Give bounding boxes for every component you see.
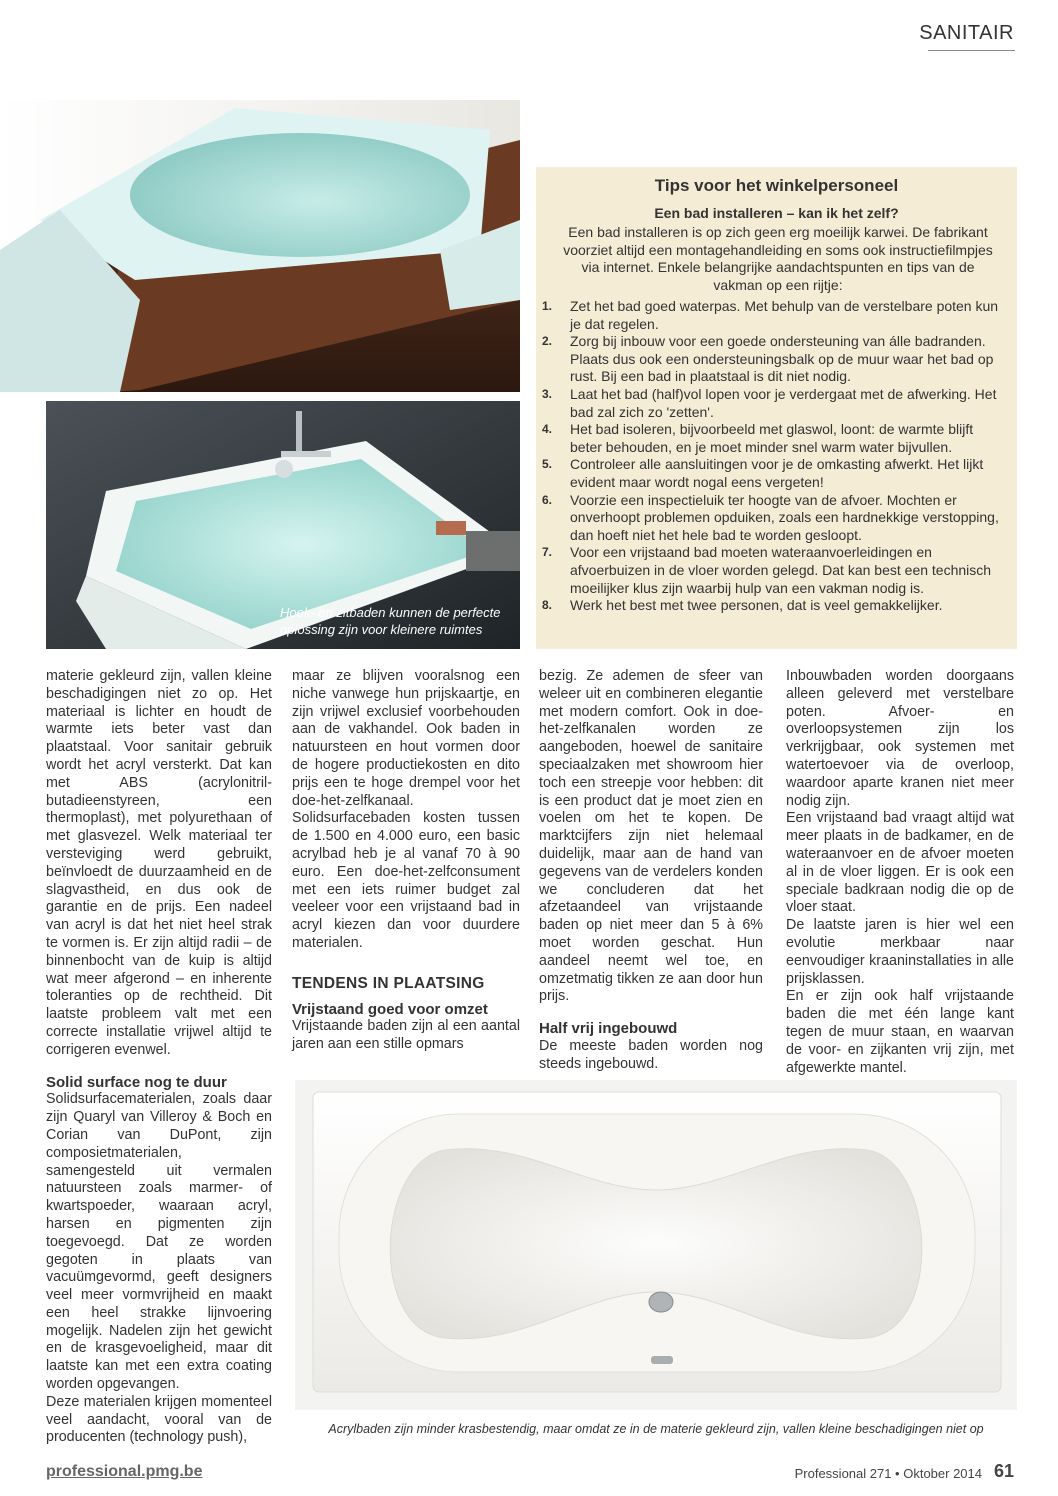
subheading: Solid surface nog te duur: [46, 1073, 227, 1091]
tip-text: Laat het bad (half)vol lopen voor je verdergaat met de afwerking. Het bad zal zich zo 'zetten'.: [570, 385, 997, 420]
article-column-4: [786, 668, 1014, 1077]
tip-item: [542, 421, 1008, 456]
tips-list: [542, 298, 1008, 615]
subheading: Vrijstaand goed voor omzet: [292, 1000, 488, 1018]
tip-text: Het bad isoleren, bijvoorbeeld met glaswol, loont: de warmte blijft beter behouden, en je moet minder snel warm water bijvullen.: [570, 421, 974, 455]
tip-item: [542, 298, 1008, 333]
tip-text: Werk het best met twee personen, dat is veel gemakkelijker.: [570, 597, 943, 614]
paragraph: Een vrijstaand bad vraagt altijd wat meer plaats in de badkamer, en de wateraanvoer en de afvoer moeten al in de vloer liggen. Er is ook een speciale badkraan nodig die op de vloer staat.: [786, 810, 1014, 916]
subheading: Half vrij ingebouwd: [539, 1020, 678, 1038]
tip-number: 8.: [542, 598, 553, 613]
paragraph: materie gekleurd zijn, vallen kleine beschadigingen niet zo op. Het materiaal is lichter en houdt de warmte iets beter vast dan plaatstaal. Voor sanitair gebruik wordt het acryl versterkt. Dat kan met ABS (acrylonitril-butadieenstyreen, een thermoplast), met polyurethaan of met glasvezel. Welk materiaal ter versteviging werd gebruikt, beïnvloedt de duurzaamheid en de slagvastheid, en dus ook de garantie en de prijs. Een nadeel van acryl is dat het niet heel strak te vormen is. Er zijn altijd radii – de binnenbocht van de kuip is altijd wat meer afgerond – en inherente toleranties op de rechtheid. Dit laatste probleem valt met een correcte installatie vrijwel altijd te corrigeren evenwel.: [46, 668, 272, 1058]
paragraph: Inbouwbaden worden doorgaans alleen geleverd met verstelbare poten. Afvoer- en overloopsystemen zijn los verkrijgbaar, ook systemen met watertoevoer via de overloop, waardoor aparte kranen niet meer nodig zijn.: [786, 668, 1014, 809]
tip-text: Voorzie een inspectieluik ter hoogte van de afvoer. Mochten er onverhoopt problemen opduiken, zoals een hardnekkige verstopping, dan hoeft niet het hele bad te worden gesloopt.: [570, 491, 999, 543]
section-heading: TENDENS IN PLAATSING: [292, 974, 485, 992]
tip-item: [542, 597, 1008, 615]
tip-item: [542, 456, 1008, 491]
paragraph: maar ze blijven vooralsnog een niche vanwege hun prijskaartje, en zijn vrijwel exclusief voorbehouden aan de vakhandel. Ook baden in natuursteen en hout vormen door de hogere productiekosten en dito prijs een te hoge drempel voor het doe-het-zelfkanaal. Solidsurfacebaden kosten tussen de 1.500 en 4.000 euro, een basic acrylbad heb je al vanaf 70 à 90 euro. Een doe-het-zelfconsument met een iets ruimer budget zal veeleer voor een vrijstaand bad in acryl kiezen dan voor duurdere materialen.: [292, 668, 520, 951]
tip-item: [542, 492, 1008, 545]
tip-number: 3.: [542, 386, 553, 401]
tip-text: Zorg bij inbouw voor een goede ondersteuning van álle badranden. Plaats dus ook een ondersteuningsbalk op de muur waar het bad op rust. Bij een bad in plaatstaal is dit niet nodig.: [570, 333, 994, 385]
paragraph: De meeste baden worden nog steeds ingebouwd.: [539, 1037, 763, 1072]
footer-url-link[interactable]: professional.pmg.be: [46, 1463, 203, 1480]
tip-item: [542, 544, 1008, 597]
paragraph: bezig. Ze ademen de sfeer van weleer uit en combineren elegantie met modern comfort. Ook in doe-het-zelfkanalen worden ze aangeboden, hoewel de sanitaire speciaalzaken met showroom hier toch een streepje voor hebben: dit is een product dat je moet zien en voelen om het te kopen. De marktcijfers zijn niet helemaal duidelijk, maar aan de hand van gegevens van de verdelers konden we concluderen dat het afzetaandeel van vrijstaande baden op niet meer dan 5 à 6% moet worden geschat. Hun aandeel neemt wel toe, en omzetmatig tikken ze aan door hun prijs.: [539, 668, 763, 1005]
tips-title: Tips voor het winkelpersoneel: [654, 176, 899, 195]
bottom-caption: Acrylbaden zijn minder krasbestendig, maar omdat ze in de materie gekleurd zijn, vallen kleine beschadigingen niet op: [328, 1422, 984, 1436]
section-tag: SANITAIR: [919, 22, 1014, 44]
article-column-3: [539, 668, 763, 1074]
tip-item: [542, 333, 1008, 386]
page-number: 61: [993, 1461, 1014, 1481]
article-column-1: [46, 668, 272, 1447]
tip-text: Zet het bad goed waterpas. Met behulp van de verstelbare poten kun je dat regelen.: [570, 298, 999, 332]
tip-number: 6.: [542, 492, 553, 507]
paragraph: Vrijstaande baden zijn al een aantal jaren aan een stille opmars: [292, 1018, 520, 1053]
tip-text: Controleer alle aansluitingen voor je de omkasting afwerkt. Het lijkt evident maar wordt nogal eens vergeten!: [570, 456, 984, 490]
acrylic-bath-photo: [295, 1080, 1017, 1410]
tip-text: Voor een vrijstaand bad moeten wateraanvoerleidingen en afvoerbuizen in de vloer worden gelegd. Dat kan best een technisch moeilijker klus zijn waarbij hulp van een vakman nodig is.: [570, 544, 992, 596]
tip-number: 2.: [542, 334, 553, 349]
photo-caption: Hoek- en zitbaden kunnen de perfecte oplossing zijn voor kleinere ruimtes: [280, 605, 501, 637]
corner-bath-photo: [0, 100, 520, 392]
paragraph: De laatste jaren is hier wel een evolutie merkbaar naar eenvoudiger kraaninstallaties in alle prijsklassen.: [786, 917, 1014, 987]
tip-item: [542, 386, 1008, 421]
paragraph: En er zijn ook half vrijstaande baden die met één lange kant tegen de muur staan, en waarvan de voor- en zijkanten vrij zijn, met afgewerkte mantel.: [786, 988, 1014, 1076]
tips-intro: Een bad installeren is op zich geen erg moeilijk karwei. De fabrikant voorziet altijd een montagehandleiding en soms ook instructiefilmpjes via internet. Enkele belangrijke aandachtspunten en tips van de vakman op een rijtje:: [563, 224, 993, 293]
paragraph: Deze materialen krijgen momenteel veel aandacht, vooral van de producenten (technology push),: [46, 1393, 272, 1446]
paragraph: Solidsurfacematerialen, zoals daar zijn Quaryl van Villeroy & Boch en Corian van DuPont, zijn composietmaterialen, samengesteld uit vermalen natuursteen zoals marmer- of kwartspoeder, waaraan acryl, harsen en pigmenten zijn toegevoegd. Dat ze worden gegoten in plaats van vacuümgevormd, geeft designers veel meer vormvrijheid en maakt een heel strakke lijnvoering mogelijk. Nadelen zijn het gewicht en de krasgevoeligheid, maar dit laatste kan met een extra coating worden opgevangen.: [46, 1091, 272, 1393]
tip-number: 7.: [542, 545, 553, 560]
article-column-2: [292, 668, 520, 1054]
tips-subtitle: Een bad installeren – kan ik het zelf?: [654, 205, 899, 221]
section-rule: [928, 50, 1015, 51]
tip-number: 1.: [542, 299, 553, 313]
tip-number: 5.: [542, 457, 553, 472]
footer-issue: Professional 271 • Oktober 2014: [794, 1466, 982, 1481]
tip-number: 4.: [542, 422, 553, 437]
